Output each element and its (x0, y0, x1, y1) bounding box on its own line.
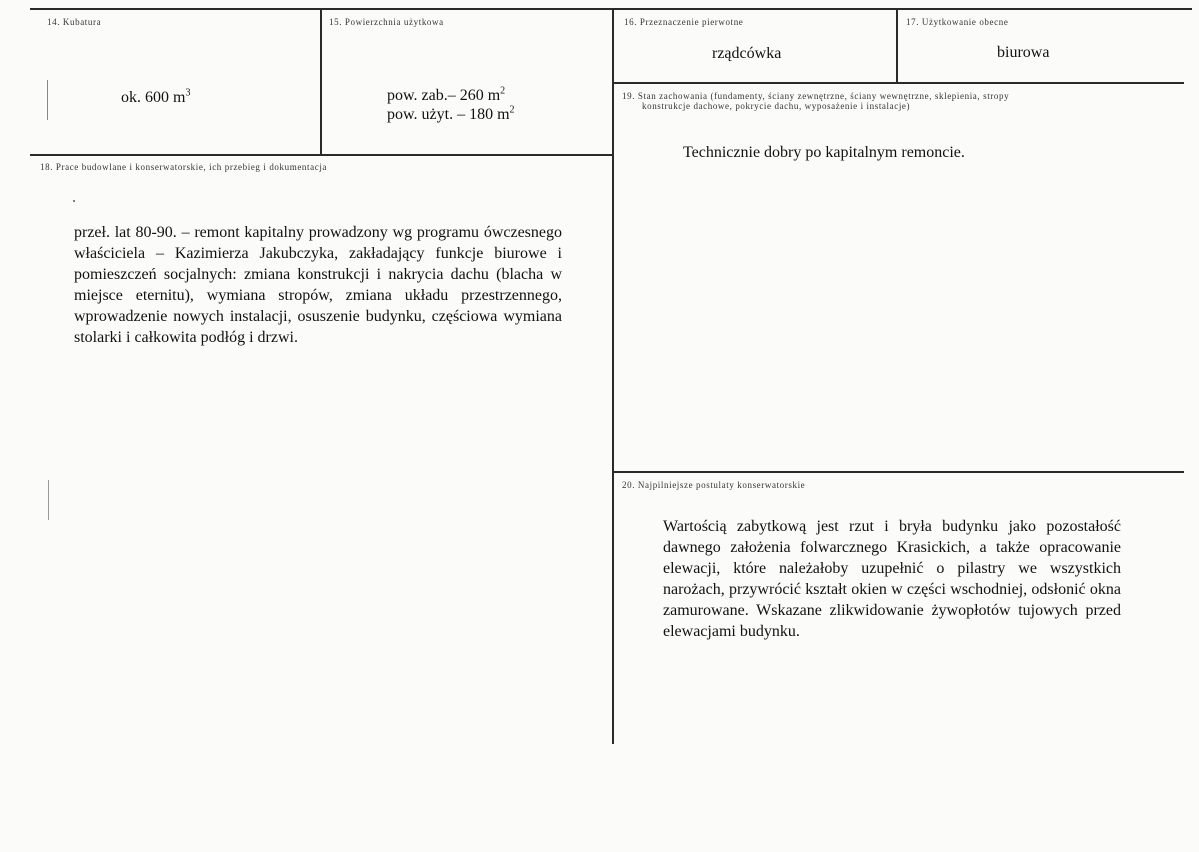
field-20-label: 20. Najpilniejsze postulaty konserwatorskie (622, 480, 806, 490)
field-19-label-line2: konstrukcje dachowe, pokrycie dachu, wyposażenie i instalacje) (642, 101, 911, 111)
field-14-label: 14. Kubatura (47, 17, 102, 27)
field-16-label: 16. Przeznaczenie pierwotne (624, 17, 744, 27)
field-15-line1-sup: 2 (500, 85, 506, 97)
faint-left-mark-lower (48, 480, 49, 520)
field-14-value-text: ok. 600 m (121, 89, 186, 106)
field-14-value (121, 88, 190, 108)
row-divider-right-mid (614, 471, 1184, 473)
field-17-value: biurowa (997, 44, 1050, 61)
field-15-label: 15. Powierzchnia użytkowa (329, 17, 444, 27)
faint-left-mark (47, 80, 48, 120)
row-divider-left (30, 154, 614, 156)
divider-14-15 (320, 8, 322, 154)
field-14-value-sup: 3 (185, 87, 191, 99)
field-15-line2-sup: 2 (509, 104, 515, 116)
field-18-label: 18. Prace budowlane i konserwatorskie, ich przebieg i dokumentacja (40, 162, 328, 172)
scan-dot (73, 200, 75, 202)
field-19-text: Technicznie dobry po kapitalnym remoncie. (683, 144, 965, 161)
field-18-text: przeł. lat 80-90. – remont kapitalny prowadzony wg programu ówczesnego właściciela – Kazimierza Jakubczyka, zakładający funkcje biurowe i pomieszczeń socjalnych: zmiana konstrukcji i nakrycia dachu (blacha w miejsce eternitu), wymiana stropów, zmiana układu przestrzennego, wprowadzenie nowych instalacji, osuszenie budynku, częściowa wymiana stolarki i całkowita podłóg i drzwi. (74, 224, 562, 346)
field-20-text: Wartością zabytkową jest rzut i bryła budynku jako pozostałość dawnego założenia folwarcznego Krasickich, a także opracowanie elewacji, które należałoby uzupełnić o pilastry we wszystkich narożach, przywrócić kształt okien w części wschodniej, odsłonić okna zamurowane. Wskazane zlikwidowanie żywopłotów tujowych przed elewacjami budynku. (663, 518, 1121, 640)
field-15-line1 (387, 86, 505, 106)
divider-main (612, 8, 614, 744)
field-17-label: 17. Użytkowanie obecne (906, 17, 1009, 27)
field-16-value: rządcówka (712, 45, 782, 62)
field-15-line1-text: pow. zab.– 260 m (387, 87, 501, 104)
row-divider-right-top (614, 82, 1184, 84)
field-19-label-line1: 19. Stan zachowania (fundamenty, ściany zewnętrzne, ściany wewnętrzne, sklepienia, stropy (622, 91, 1010, 101)
divider-16-17 (896, 8, 898, 83)
field-15-line2-text: pow. użyt. – 180 m (387, 106, 510, 123)
field-15-line2 (387, 105, 515, 125)
top-border-line (30, 8, 1192, 10)
